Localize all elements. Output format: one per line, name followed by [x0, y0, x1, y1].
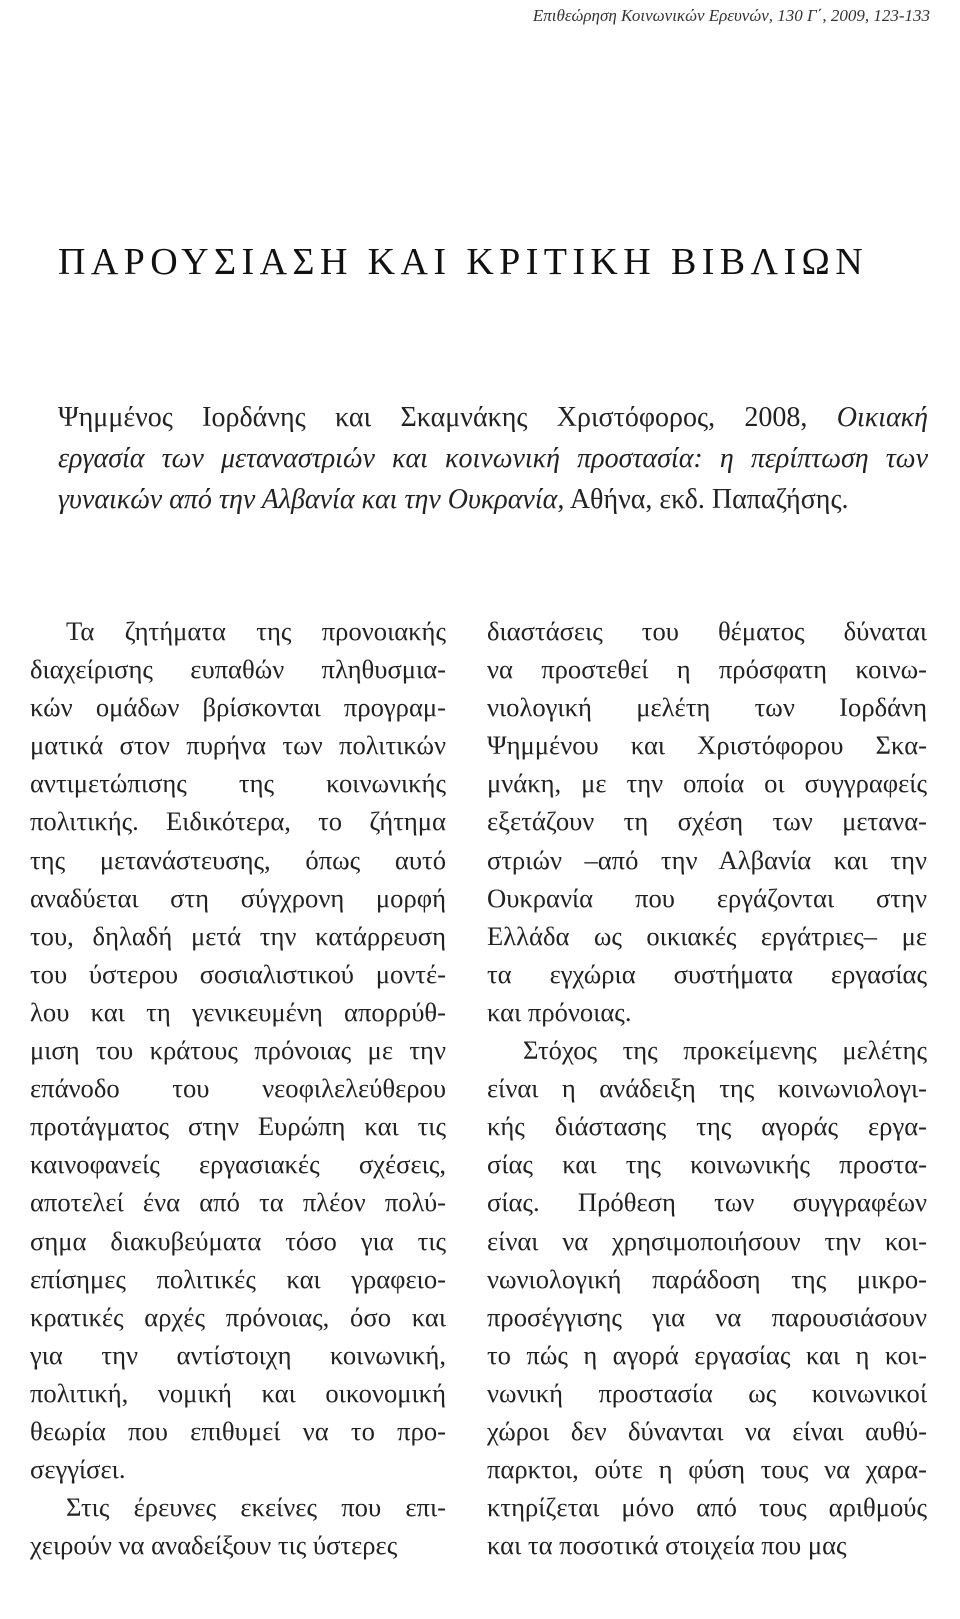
body-text-line: καινοφανείς εργασιακές σχέσεις, — [30, 1149, 446, 1180]
citation-book-title: Οικιακή — [836, 402, 928, 433]
body-column-right — [487, 612, 927, 1564]
citation-authors-year: Ψημμένος Ιορδάνης και Σκαμνάκης Χριστόφορος, 2008, — [58, 402, 808, 433]
body-text-line: σεγγίσει. — [30, 1454, 126, 1485]
body-text-line: στριών –από την Αλβανία και την — [487, 844, 927, 875]
body-text-line: διαχείρισης ευπαθών πληθυσμια- — [30, 654, 446, 685]
body-text-line: σίας και της κοινωνικής προστα- — [487, 1149, 927, 1180]
body-text-line: της μετανάστευσης, όπως αυτό — [30, 844, 446, 875]
citation-line-2: εργασία των μεταναστριών και κοινωνική προστασία: η περίπτωση των — [58, 443, 928, 474]
body-text-line: ματικά στον πυρήνα των πολιτικών — [30, 730, 446, 761]
body-text-line: του ύστερου σοσιαλιστικού μοντέ- — [30, 958, 446, 989]
body-text-line: Ψημμένου και Χριστόφορου Σκα- — [487, 730, 927, 761]
body-text-line: χώροι δεν δύνανται να είναι αυθύ- — [487, 1415, 927, 1446]
body-text-line: σημα διακυβεύματα τόσο για τις — [30, 1225, 446, 1256]
body-text-line: αναδύεται στη σύγχρονη μορφή — [30, 882, 446, 913]
body-text-line: νωνιολογική παράδοση της μικρο- — [487, 1263, 927, 1294]
body-text-line: Ουκρανία που εργάζονται στην — [487, 882, 927, 913]
body-text-line: παρκτοι, ούτε η φύση τους να χαρα- — [487, 1454, 927, 1485]
citation-book-title-end: γυναικών από την Αλβανία και την Ουκρανία, — [58, 484, 565, 515]
body-text-line: αντιμετώπισης της κοινωνικής — [30, 768, 446, 799]
body-text-line: Ελλάδα ως οικιακές εργάτριες– με — [487, 920, 927, 951]
body-text-line: Στόχος της προκείμενης μελέτης — [523, 1035, 927, 1066]
body-text-line: επάνοδο του νεοφιλελεύθερου — [30, 1073, 446, 1104]
body-text-line: κών ομάδων βρίσκονται προγραμ- — [30, 692, 446, 723]
body-text-line: για την αντίστοιχη κοινωνική, — [30, 1339, 446, 1370]
body-text-line: κής διάστασης της αγοράς εργα- — [487, 1111, 927, 1142]
running-header-citation: Επιθεώρηση Κοινωνικών Ερευνών, 130 Γ΄, 2009, 123-133 — [532, 6, 930, 25]
body-text-line: Τα ζητήματα της προνοιακής — [66, 616, 446, 646]
citation-line-1 — [58, 397, 928, 438]
body-text-line: κτηρίζεται μόνο από τους αριθμούς — [487, 1492, 927, 1523]
body-text-line: επίσημες πολιτικές και γραφειο- — [30, 1263, 446, 1294]
body-text-line: προτάγματος στην Ευρώπη και τις — [30, 1111, 446, 1142]
body-text-line: το πώς η αγορά εργασίας και η κοι- — [487, 1339, 927, 1370]
citation-publisher: Αθήνα, εκδ. Παπαζήσης. — [569, 484, 849, 515]
body-text-line: είναι να χρησιμοποιήσουν την κοι- — [487, 1225, 927, 1256]
body-text-line: διαστάσεις του θέματος δύναται — [487, 616, 927, 646]
body-text-line: κρατικές αρχές πρόνοιας, όσο και — [30, 1301, 446, 1332]
body-text-line: χειρούν να αναδείξουν τις ύστερες — [30, 1530, 398, 1561]
body-text-line: νιολογική μελέτη των Ιορδάνη — [487, 692, 927, 723]
body-column-left — [30, 612, 446, 1564]
body-text-line: θεωρία που επιθυμεί να το προ- — [30, 1415, 446, 1446]
body-text-line: και τα ποσοτικά στοιχεία που μας — [487, 1530, 847, 1561]
body-text-line: σίας. Πρόθεση των συγγραφέων — [487, 1187, 927, 1218]
body-text-line: πολιτική, νομική και οικονομική — [30, 1377, 446, 1408]
body-text-line: προσέγγισης για να παρουσιάσουν — [487, 1301, 927, 1332]
body-text-line: μιση του κράτους πρόνοιας με την — [30, 1035, 446, 1066]
body-text-line: Στις έρευνες εκείνες που επι- — [66, 1492, 446, 1523]
body-text-line: και πρόνοιας. — [487, 996, 632, 1027]
body-text-line: μνάκη, με την οποία οι συγγραφείς — [487, 768, 927, 799]
body-text-line: είναι η ανάδειξη της κοινωνιολογι- — [487, 1073, 927, 1104]
body-text-line: να προστεθεί η πρόσφατη κοινω- — [487, 654, 927, 685]
book-citation — [58, 397, 928, 520]
body-text-line: τα εγχώρια συστήματα εργασίας — [487, 958, 927, 989]
section-title: ΠΑΡΟΥΣΙΑΣΗ ΚΑΙ ΚΡΙΤΙΚΗ ΒΙΒΛΙΩΝ — [58, 241, 869, 283]
body-text-line: εξετάζουν τη σχέση των μετανα- — [487, 806, 927, 837]
citation-line-3 — [58, 479, 928, 520]
body-text-line: πολιτικής. Ειδικότερα, το ζήτημα — [30, 806, 446, 837]
body-text-line: νωνική προστασία ως κοινωνικοί — [487, 1377, 927, 1408]
body-text-line: αποτελεί ένα από τα πλέον πολύ- — [30, 1187, 446, 1218]
body-text-line: λου και τη γενικευμένη απορρύθ- — [30, 996, 446, 1027]
body-text-line: του, δηλαδή μετά την κατάρρευση — [30, 920, 446, 951]
